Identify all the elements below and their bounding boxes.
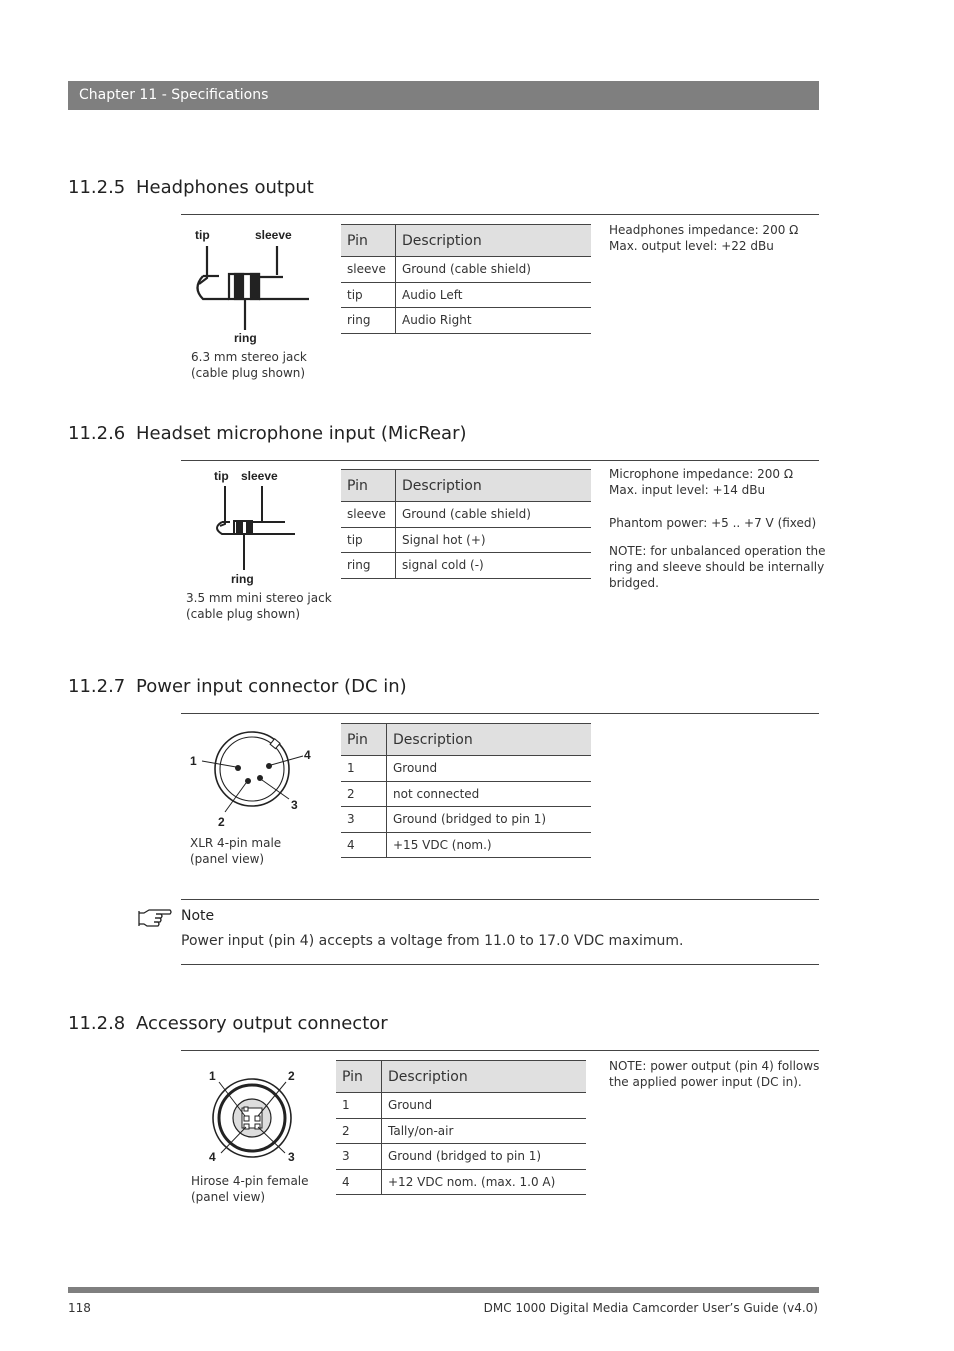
spec-notes: NOTE: power output (pin 4) follows the applied power input (DC in). <box>609 1059 820 1089</box>
section-heading-11-2-7: 11.2.7 Power input connector (DC in) <box>68 676 407 697</box>
pointing-hand-icon <box>137 907 173 929</box>
pin-table <box>341 224 591 334</box>
spec-notes: Headphones impedance: 200 Ω Max. output level: +22 dBu <box>609 223 799 253</box>
connector-caption: XLR 4-pin male (panel view) <box>190 836 282 866</box>
section-rule <box>181 214 819 215</box>
hirose-connector-diagram <box>195 1063 310 1173</box>
table-row: 4 +12 VDC nom. (max. 1.0 A) <box>336 1169 586 1195</box>
table-row: 1 Ground <box>336 1093 586 1119</box>
table-row: 1 Ground <box>341 756 591 782</box>
table-row: 3 Ground (bridged to pin 1) <box>341 807 591 833</box>
section-heading-11-2-8: 11.2.8 Accessory output connector <box>68 1013 388 1034</box>
document-title: DMC 1000 Digital Media Camcorder User’s Guide (v4.0) <box>483 1301 818 1315</box>
section-heading-11-2-6: 11.2.6 Headset microphone input (MicRear) <box>68 423 467 444</box>
section-rule <box>181 1050 819 1051</box>
sleeve-label: sleeve <box>255 228 292 242</box>
headphone-jack-diagram <box>185 222 315 350</box>
pin-2-label: 2 <box>218 815 225 829</box>
table-row: 2 not connected <box>341 781 591 807</box>
table-header-row: Pin Description <box>336 1061 586 1093</box>
note-title: Note <box>181 908 215 924</box>
table-row: 4 +15 VDC (nom.) <box>341 832 591 858</box>
table-header-row: Pin Description <box>341 225 591 257</box>
mini-jack-diagram <box>200 464 310 590</box>
note-top-rule <box>181 899 819 900</box>
jack-caption: 6.3 mm stereo jack (cable plug shown) <box>191 350 307 380</box>
pin-table <box>336 1060 586 1195</box>
connector-caption: Hirose 4-pin female (panel view) <box>191 1174 309 1204</box>
spec-notes: Microphone impedance: 200 Ω Max. input level: +14 dBu Phantom power: +5 .. +7 V (fixed) NOTE: for unbalanced operation the ring and sleeve should be internally bridged. <box>609 467 826 590</box>
table-row: sleeve Ground (cable shield) <box>341 257 591 283</box>
jack-caption: 3.5 mm mini stereo jack (cable plug shown) <box>186 591 332 621</box>
note-text: Power input (pin 4) accepts a voltage from 11.0 to 17.0 VDC maximum. <box>181 933 684 949</box>
pin-4-label: 4 <box>304 748 311 762</box>
tip-label: tip <box>195 228 210 242</box>
pin-3-label: 3 <box>288 1150 295 1164</box>
table-row: 2 Tally/on-air <box>336 1118 586 1144</box>
pin-2-label: 2 <box>288 1069 295 1083</box>
pin-3-label: 3 <box>291 798 298 812</box>
chapter-header-bar <box>68 81 819 110</box>
pin-4-label: 4 <box>209 1150 216 1164</box>
chapter-title: Chapter 11 - Specifications <box>79 87 269 103</box>
footer-bar <box>68 1287 819 1293</box>
tip-label: tip <box>214 469 229 483</box>
note-bottom-rule <box>181 964 819 965</box>
xlr-connector-diagram <box>185 726 320 834</box>
pin-table <box>341 469 591 579</box>
table-row: ring signal cold (-) <box>341 553 591 579</box>
table-header-row: Pin Description <box>341 724 591 756</box>
table-row: sleeve Ground (cable shield) <box>341 502 591 528</box>
table-row: ring Audio Right <box>341 308 591 334</box>
ring-label: ring <box>234 331 257 345</box>
section-rule <box>181 460 819 461</box>
table-header-row: Pin Description <box>341 470 591 502</box>
table-row: 3 Ground (bridged to pin 1) <box>336 1144 586 1170</box>
pin-table <box>341 723 591 858</box>
table-row: tip Signal hot (+) <box>341 527 591 553</box>
pin-1-label: 1 <box>209 1069 216 1083</box>
pin-1-label: 1 <box>190 754 197 768</box>
page-number: 118 <box>68 1301 91 1315</box>
section-rule <box>181 713 819 714</box>
ring-label: ring <box>231 572 254 586</box>
table-row: tip Audio Left <box>341 282 591 308</box>
section-heading-11-2-5: 11.2.5 Headphones output <box>68 177 314 198</box>
sleeve-label: sleeve <box>241 469 278 483</box>
